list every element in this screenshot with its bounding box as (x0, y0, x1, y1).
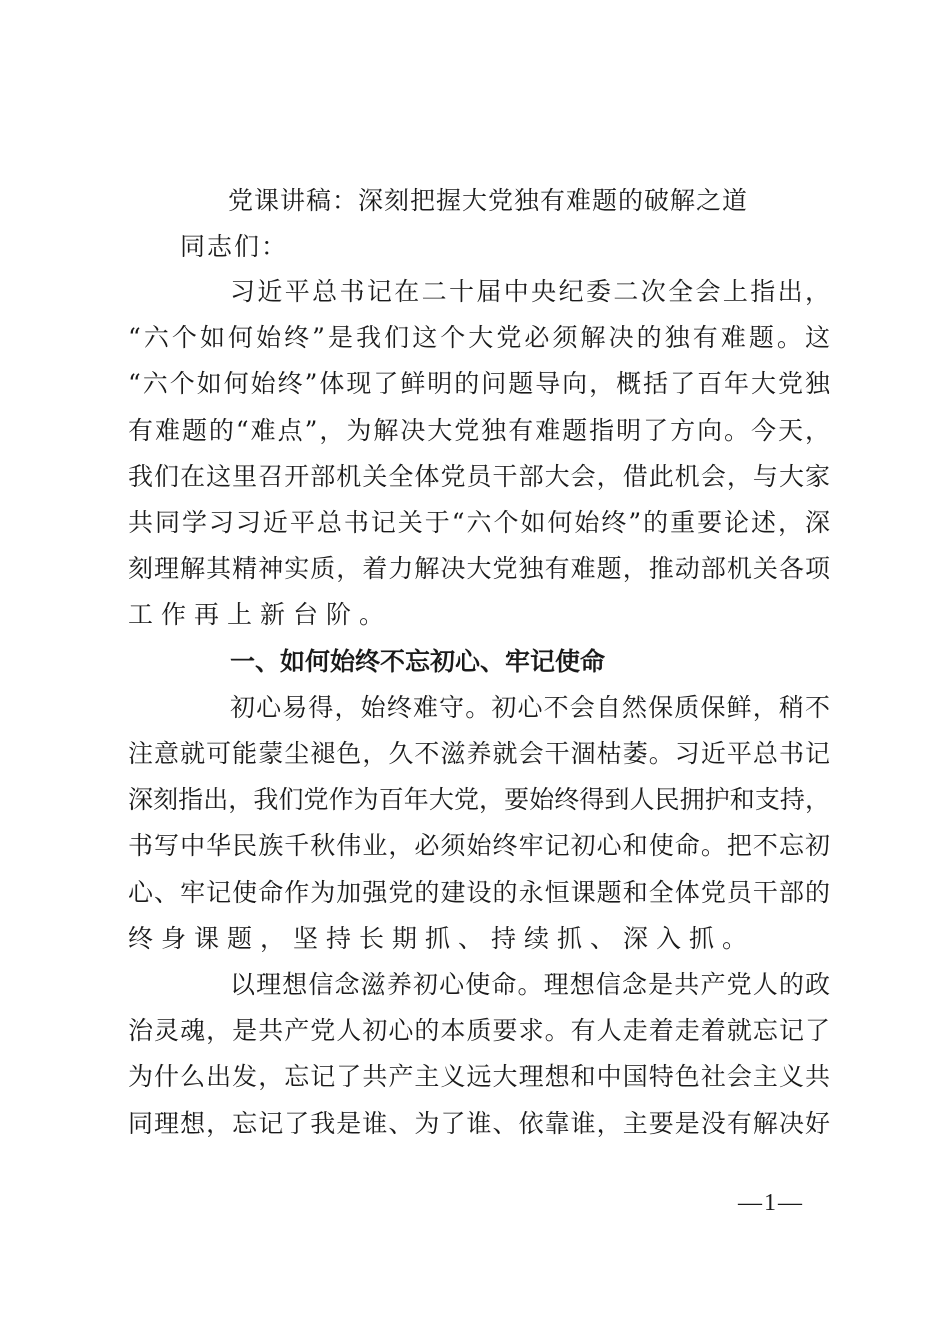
paragraph-line: 治灵魂，是共产党人初心的本质要求。有人走着走着就忘记了 (128, 1016, 830, 1046)
heading-text: 一、如何始终不忘初心、牢记使命 (230, 646, 606, 676)
paragraph-line: 刻理解其精神实质，着力解决大党独有难题，推动部机关各项 (128, 554, 830, 584)
paragraph-line: 心、牢记使命作为加强党的建设的永恒课题和全体党员干部的 (128, 877, 830, 907)
paragraph-line: 我们在这里召开部机关全体党员干部大会，借此机会，与大家 (128, 461, 830, 491)
paragraph-line: 以理想信念滋养初心使命。理想信念是共产党人的政 (230, 970, 830, 999)
paragraph-line: “六个如何始终”是我们这个大党必须解决的独有难题。这 (128, 323, 830, 353)
greeting: 同志们： (180, 232, 289, 261)
paragraph-line: 工作再上新台阶。 (128, 600, 393, 630)
paragraph-line: 习近平总书记在二十届中央纪委二次全会上指出， (230, 277, 830, 306)
paragraph-line: 终身课题，坚持长期抓、持续抓、深入抓。 (128, 923, 756, 953)
paragraph-line: 有难题的“难点”，为解决大党独有难题指明了方向。今天， (128, 415, 830, 445)
paragraph-line: 共同学习习近平总书记关于“六个如何始终”的重要论述，深 (128, 508, 830, 537)
paragraph-line: 注意就可能蒙尘褪色，久不滋养就会干涸枯萎。习近平总书记 (128, 739, 830, 768)
paragraph-line: 深刻指出，我们党作为百年大党，要始终得到人民拥护和支持， (128, 785, 830, 815)
paragraph-line: “六个如何始终”体现了鲜明的问题导向，概括了百年大党独 (128, 369, 830, 399)
paragraph-line: 为什么出发，忘记了共产主义远大理想和中国特色社会主义共 (128, 1062, 830, 1092)
paragraph-line: 书写中华民族千秋伟业，必须始终牢记初心和使命。把不忘初 (128, 831, 830, 861)
document-title: 党课讲稿：深刻把握大党独有难题的破解之道 (228, 186, 749, 215)
paragraph-line: 初心易得，始终难守。初心不会自然保质保鲜，稍不 (230, 692, 830, 722)
paragraph-line: 同理想，忘记了我是谁、为了谁、依靠谁，主要是没有解决好 (128, 1108, 830, 1138)
page-number: —1— (738, 1190, 804, 1216)
